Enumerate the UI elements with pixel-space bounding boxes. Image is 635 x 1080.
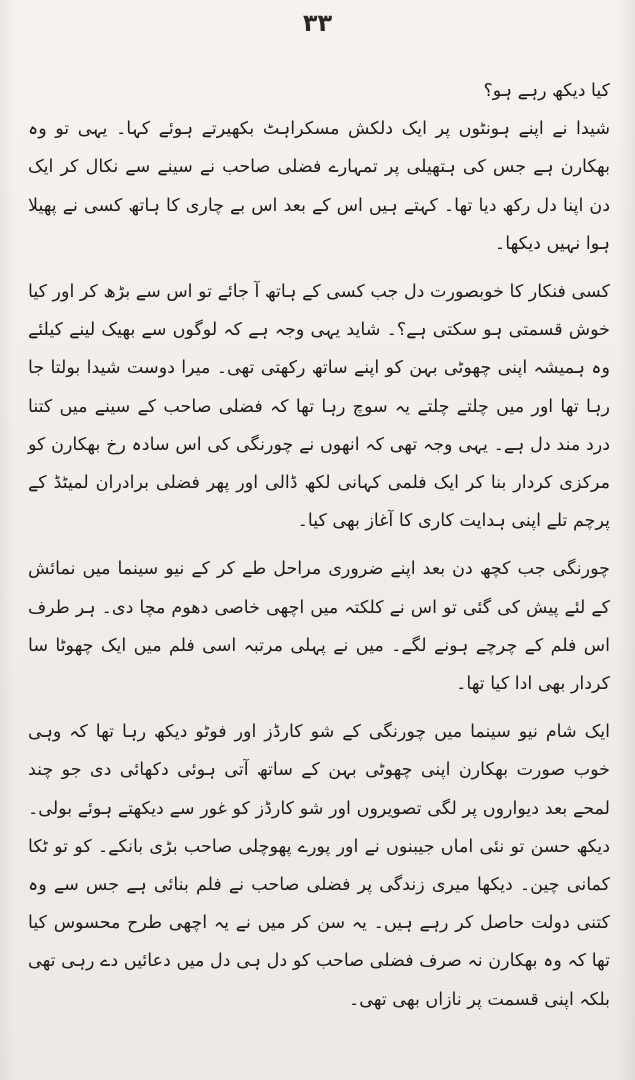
paragraph-1: کیا دیکھ رہے ہو؟ xyxy=(483,81,610,101)
page-shadow-left xyxy=(0,0,14,1080)
paragraph-5: ایک شام نیو سینما میں چورنگی کے شو کارڈز اور فوٹو دیکھ رہا تھا کہ وہی خوب صورت بھکارن اپنی چھوٹی بہن کے ساتھ آتی ہوئی دکھائی دی جو چند لمحے بعد دیواروں پر لگی تصویروں اور شو کارڈز کو غور سے دیکھتے ہوئے بولی۔ دیکھ حسن تو نئی اماں جیبنوں نے اور پورے پھوچلی صاحب بڑی بانکے۔ کو تو ٹکا کمانی چین۔ دیکھا میری زندگی پر فضلی صاحب نے فلم بنائی ہے جس سے وہ کتنی دولت حاصل کر رہے ہیں۔ یہ سن کر میں نے یہ اچھی طرح محسوس کیا تھا کہ وہ بھکارن نہ صرف فضلی صاحب کو دل ہی دل میں دعائیں دے رہی تھی بلکہ اپنی قسمت پر نازاں بھی تھی۔ xyxy=(28,722,610,1010)
page-body xyxy=(28,72,610,1029)
paragraph-3: کسی فنکار کا خوبصورت دل جب کسی کے ہاتھ آ جائے تو اس سے بڑھ کر اور کیا خوش قسمتی ہو سکتی ہے؟۔ شاید یہی وجہ ہے کہ لوگوں سے بھیک لینے کیلئے وہ ہمیشہ اپنی چھوٹی بہن کو اپنے ساتھ رکھتی تھی۔ میرا دوست شیدا بولتا جا رہا تھا اور میں چلتے چلتے یہ سوچ رہا تھا کہ فضلی صاحب کے سینے میں کتنا درد مند دل ہے۔ یہی وجہ تھی کہ انھوں نے چورنگی کی اس سادہ رخ بھکارن کو مرکزی کردار بنا کر ایک فلمی کہانی لکھ ڈالی اور پھر فضلی برادران لمیٹڈ کے پرچم تلے اپنی ہدایت کاری کا آغاز بھی کیا۔ xyxy=(28,282,610,532)
page-number: ۳۳ xyxy=(302,9,333,37)
paragraph-4: چورنگی جب کچھ دن بعد اپنے ضروری مراحل طے کر کے نیو سینما میں نمائش کے لئے پیش کی گئی تو اس نے کلکتہ میں اچھی خاصی دھوم مچا دی۔ ہر طرف اس فلم کے چرچے ہونے لگے۔ میں نے پہلی مرتبہ اسی فلم میں ایک چھوٹا سا کردار بھی ادا کیا تھا۔ xyxy=(28,559,610,695)
paragraph-2: شیدا نے اپنے ہونٹوں پر ایک دلکش مسکراہٹ بکھیرتے ہوئے کہا۔ یہی تو وہ بھکارن ہے جس کی ہتھیلی پر تمہارے فضلی صاحب نے سینے سے نکال کر ایک دن اپنا دل رکھ دیا تھا۔ کہتے ہیں اس کے بعد اس بے چاری کا ہاتھ کسی نے پھیلا ہوا نہیں دیکھا۔ xyxy=(28,119,610,254)
page-shadow-right xyxy=(617,0,635,1080)
